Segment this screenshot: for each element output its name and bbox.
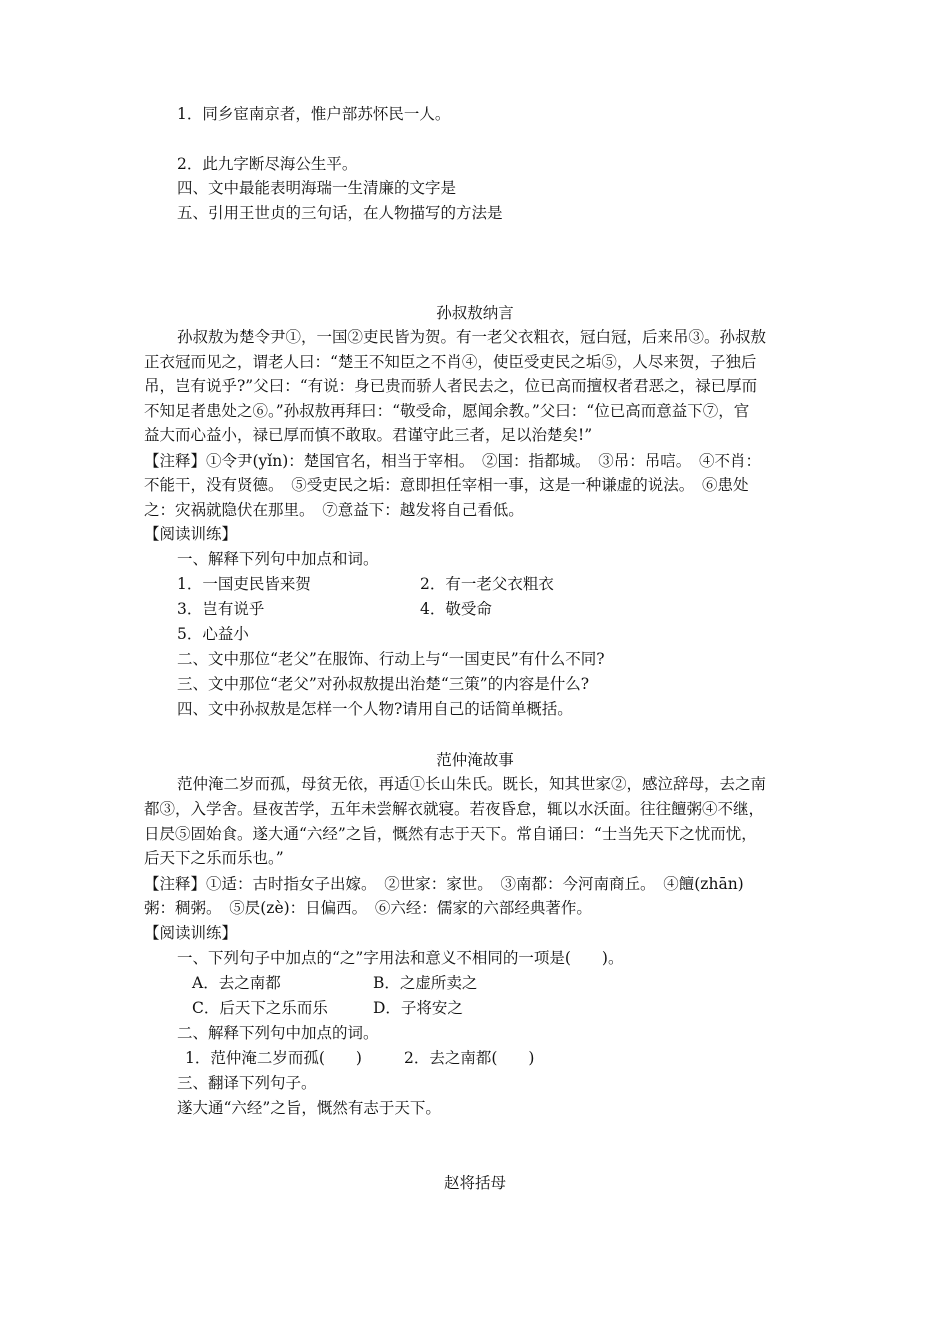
question-five: 五、引用王世贞的三句话，在人物描写的方法是 bbox=[177, 204, 503, 222]
story1-body-line: 正衣冠而见之，谓老人曰：“楚王不知臣之不肖④，使臣受吏民之垢⑤，人尽来贺，子独后 bbox=[144, 353, 757, 371]
story2-option-a: A．去之南都 bbox=[192, 974, 281, 992]
story1-q1-item: 1．一国吏民皆来贺 bbox=[177, 575, 311, 593]
story2-q2: 二、解释下列句中加点的词。 bbox=[177, 1024, 379, 1042]
story2-q1: 一、下列句子中加点的“之”字用法和意义不相同的一项是( )。 bbox=[177, 949, 624, 967]
story1-q2: 二、文中那位“老父”在服饰、行动上与“一国吏民”有什么不同? bbox=[177, 650, 605, 668]
story2-q2-item: 1．范仲淹二岁而孤( ) bbox=[185, 1049, 362, 1067]
story1-q1-item: 5．心益小 bbox=[177, 625, 249, 643]
story2-option-c: C．后天下之乐而乐 bbox=[192, 999, 328, 1017]
answer-line-2: 2．此九字断尽海公生平。 bbox=[177, 155, 358, 173]
question-four: 四、文中最能表明海瑞一生清廉的文字是 bbox=[177, 179, 457, 197]
story2-option-d: D．子将安之 bbox=[373, 999, 463, 1017]
story2-q2-item: 2．去之南都( ) bbox=[404, 1049, 535, 1067]
story2-exercise-header: 【阅读训练】 bbox=[144, 924, 238, 942]
story1-body-line: 不知足者患处之⑥。”孙叔敖再拜曰：“敬受命，愿闻余教。”父曰：“位已高而意益下⑦，官 bbox=[144, 402, 750, 420]
story1-exercise-header: 【阅读训练】 bbox=[144, 525, 238, 543]
story2-body-line: 都③，入学舍。昼夜苦学，五年未尝解衣就寝。若夜昏怠，辄以水沃面。往往饘粥④不继， bbox=[144, 800, 765, 818]
story1-q4: 四、文中孙叔敖是怎样一个人物?请用自己的话简单概括。 bbox=[177, 700, 573, 718]
story1-q1-item: 4．敬受命 bbox=[420, 600, 492, 618]
story1-title: 孙叔敖纳言 bbox=[436, 304, 514, 322]
story2-notes-line: 【注释】①适：古时指女子出嫁。 ②世家：家世。 ③南都：今河南商丘。 ④饘(zhān) bbox=[144, 875, 744, 893]
story1-notes-line: 不能干，没有贤德。 ⑤受吏民之垢：意即担任宰相一事，这是一种谦虚的说法。 ⑥患处 bbox=[144, 476, 749, 494]
story1-notes-line: 之：灾祸就隐伏在那里。 ⑦意益下：越发将自己看低。 bbox=[144, 501, 524, 519]
story2-title: 范仲淹故事 bbox=[436, 751, 514, 769]
story3-title: 赵将括母 bbox=[443, 1174, 506, 1192]
story1-notes-line: 【注释】①令尹(yǐn)：楚国官名，相当于宰相。 ②国：指都城。 ③吊：吊唁。 ④不肖： bbox=[144, 452, 762, 470]
story2-q3: 三、翻译下列句子。 bbox=[177, 1074, 317, 1092]
story2-q3-sentence: 遂大通“六经”之旨，慨然有志于天下。 bbox=[177, 1099, 441, 1117]
story1-q1-item: 3．岂有说乎 bbox=[177, 600, 265, 618]
story2-option-b: B．之虚所卖之 bbox=[373, 974, 478, 992]
answer-line-1: 1．同乡宦南京者，惟户部苏怀民一人。 bbox=[177, 105, 451, 123]
story2-body-line: 日昃⑤固始食。遂大通“六经”之旨，慨然有志于天下。常自诵曰：“士当先天下之忧而忧， bbox=[144, 825, 757, 843]
story1-q3: 三、文中那位“老父”对孙叔敖提出治楚“三策”的内容是什么? bbox=[177, 675, 590, 693]
story1-q1: 一、解释下列句中加点和词。 bbox=[177, 550, 379, 568]
story1-body-line: 益大而心益小，禄已厚而慎不敢取。君谨守此三者，足以治楚矣!” bbox=[144, 426, 593, 444]
story2-body-line: 后天下之乐而乐也。” bbox=[144, 849, 284, 867]
story2-notes-line: 粥：稠粥。 ⑤昃(zè)：日偏西。 ⑥六经：儒家的六部经典著作。 bbox=[144, 899, 592, 917]
story1-q1-item: 2．有一老父衣粗衣 bbox=[420, 575, 554, 593]
story1-body-line: 吊，岂有说乎?”父曰：“有说：身已贵而骄人者民去之，位已高而擅权者君恶之，禄已厚而 bbox=[144, 377, 758, 395]
story2-body-line: 范仲淹二岁而孤，母贫无依，再适①长山朱氏。既长，知其世家②，感泣辞母，去之南 bbox=[177, 775, 767, 793]
story1-body-line: 孙叔敖为楚令尹①，一国②吏民皆为贺。有一老父衣粗衣，冠白冠，后来吊③。孙叔敖 bbox=[177, 328, 767, 346]
